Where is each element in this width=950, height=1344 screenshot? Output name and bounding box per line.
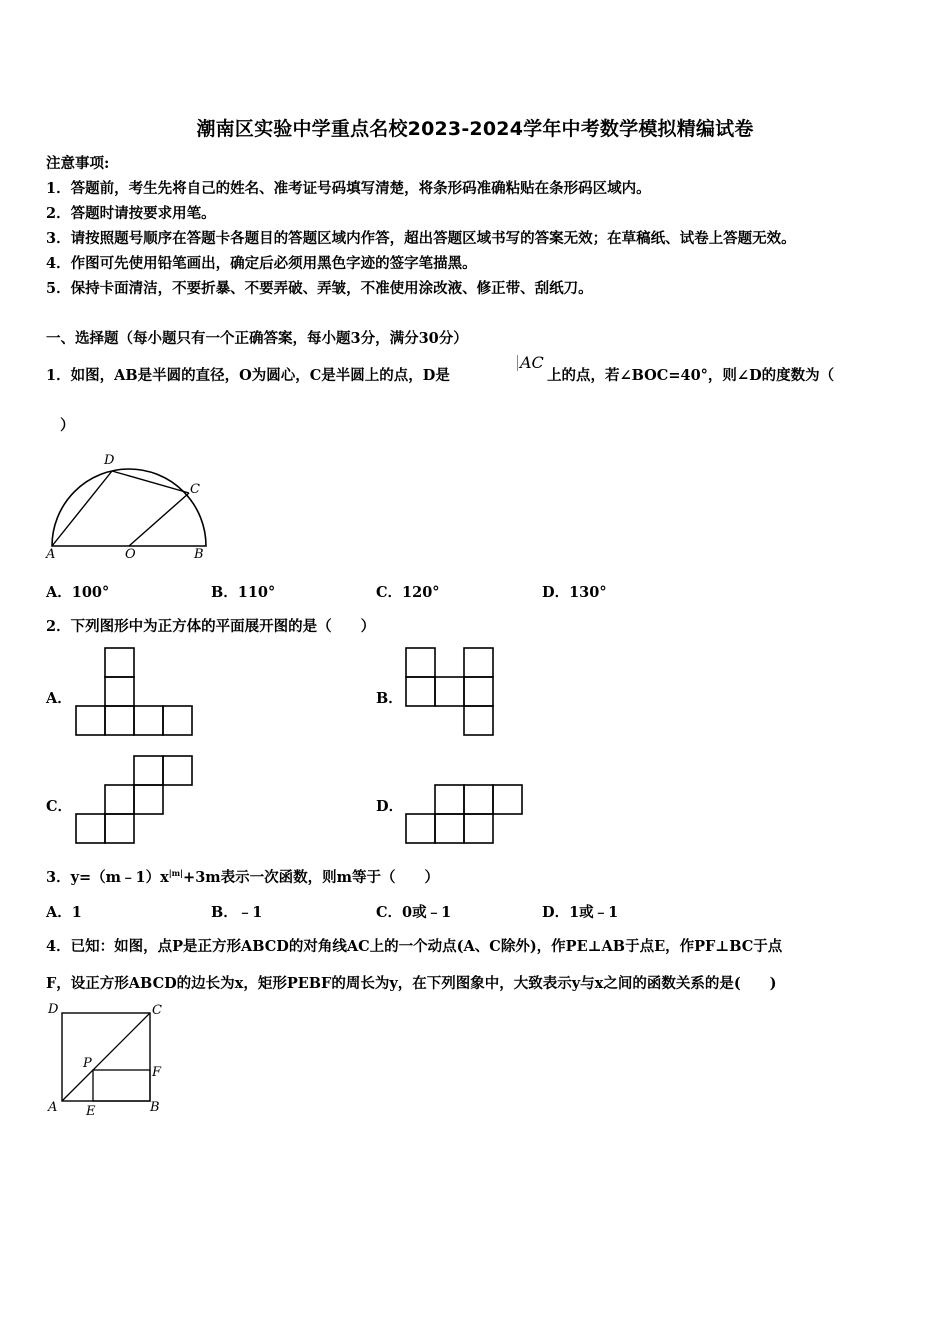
label-c: C (152, 1003, 162, 1018)
section-heading: 一、选择题（每小题只有一个正确答案，每小题3分，满分30分） (46, 330, 468, 347)
label-a: A (48, 1100, 58, 1115)
diagonal-ac (62, 1013, 150, 1101)
q3-option-c: C．0或﹣1 (376, 904, 452, 921)
q2-option-b-label: B． (376, 690, 403, 707)
q2-text: 2．下列图形中为正方体的平面展开图的是（ ） (46, 618, 376, 635)
semicircle-shape (52, 469, 206, 546)
q1-option-b: B．110° (211, 584, 276, 601)
q4-line1: 4．已知：如图，点P是正方形ABCD的对角线AC上的一个动点(A、C除外)，作PE⊥AB于点E，作PF⊥BC于点 (46, 938, 783, 955)
label-c: C (190, 482, 200, 497)
q1-option-c: C．120° (376, 584, 440, 601)
q3-text-a: 3．y=（m﹣1）x (46, 869, 169, 886)
q3-option-d: D．1或﹣1 (542, 904, 619, 921)
label-o: O (125, 547, 136, 560)
notice-item: 4．作图可先使用铅笔画出，确定后必须用黑色字迹的签字笔描黑。 (46, 255, 477, 272)
q2-net-a (75, 647, 195, 737)
label-b: B (150, 1100, 160, 1115)
q4-line2: F，设正方形ABCD的边长为x，矩形PEBF的周长为y，在下列图象中，大致表示y与x之间的函数关系的是( ) (46, 975, 777, 992)
q1-semicircle-figure (44, 448, 214, 560)
label-e: E (86, 1104, 96, 1119)
label-a: A (46, 547, 56, 560)
label-d: D (48, 1002, 59, 1017)
q2-net-d (405, 784, 527, 846)
notice-item: 1．答题前，考生先将自己的姓名、准考证号码填写清楚，将条形码准确粘贴在条形码区域内。 (46, 180, 651, 197)
q3-text-b: +3m表示一次函数，则m等于（ ） (183, 869, 439, 886)
q2-net-b (405, 647, 497, 737)
q2-net-c (75, 755, 195, 845)
rectangle-pebf (93, 1070, 150, 1101)
label-d: D (104, 453, 115, 468)
q3-exponent: |m| (168, 868, 184, 879)
q1-text-a: 1．如图，AB是半圆的直径，O为圆心，C是半圆上的点，D是 (46, 367, 450, 384)
label-b: B (194, 547, 204, 560)
q3-option-a: A．1 (46, 904, 82, 921)
q2-option-c-label: C． (46, 798, 73, 815)
segment-oc (129, 493, 189, 546)
q1-text-b: 上的点，若∠BOC=40°，则∠D的度数为（ (547, 367, 835, 384)
page-title: 潮南区实验中学重点名校2023-2024学年中考数学模拟精编试卷 (196, 118, 754, 140)
q1-arc-label: AC (517, 355, 544, 371)
q1-option-d: D．130° (542, 584, 607, 601)
notice-item: 2．答题时请按要求用笔。 (46, 205, 216, 222)
q2-option-d-label: D． (376, 798, 404, 815)
label-f: F (152, 1065, 162, 1080)
q1-text-c: ） (60, 417, 75, 434)
q3-option-b: B．﹣1 (211, 904, 263, 921)
notice-item: 5．保持卡面清洁，不要折暴、不要弄破、弄皱，不准使用涂改液、修正带、刮纸刀。 (46, 280, 593, 297)
segment-dc (112, 471, 189, 493)
q2-option-a-label: A． (46, 690, 72, 707)
q4-square-figure (44, 1000, 174, 1124)
notice-heading: 注意事项: (46, 155, 110, 172)
notice-item: 3．请按照题号顺序在答题卡各题目的答题区域内作答，超出答题区域书写的答案无效；在草稿纸、试卷上答题无效。 (46, 230, 796, 247)
q3-text (46, 866, 439, 887)
label-p: P (83, 1056, 92, 1071)
q1-option-a: A．100° (46, 584, 110, 601)
